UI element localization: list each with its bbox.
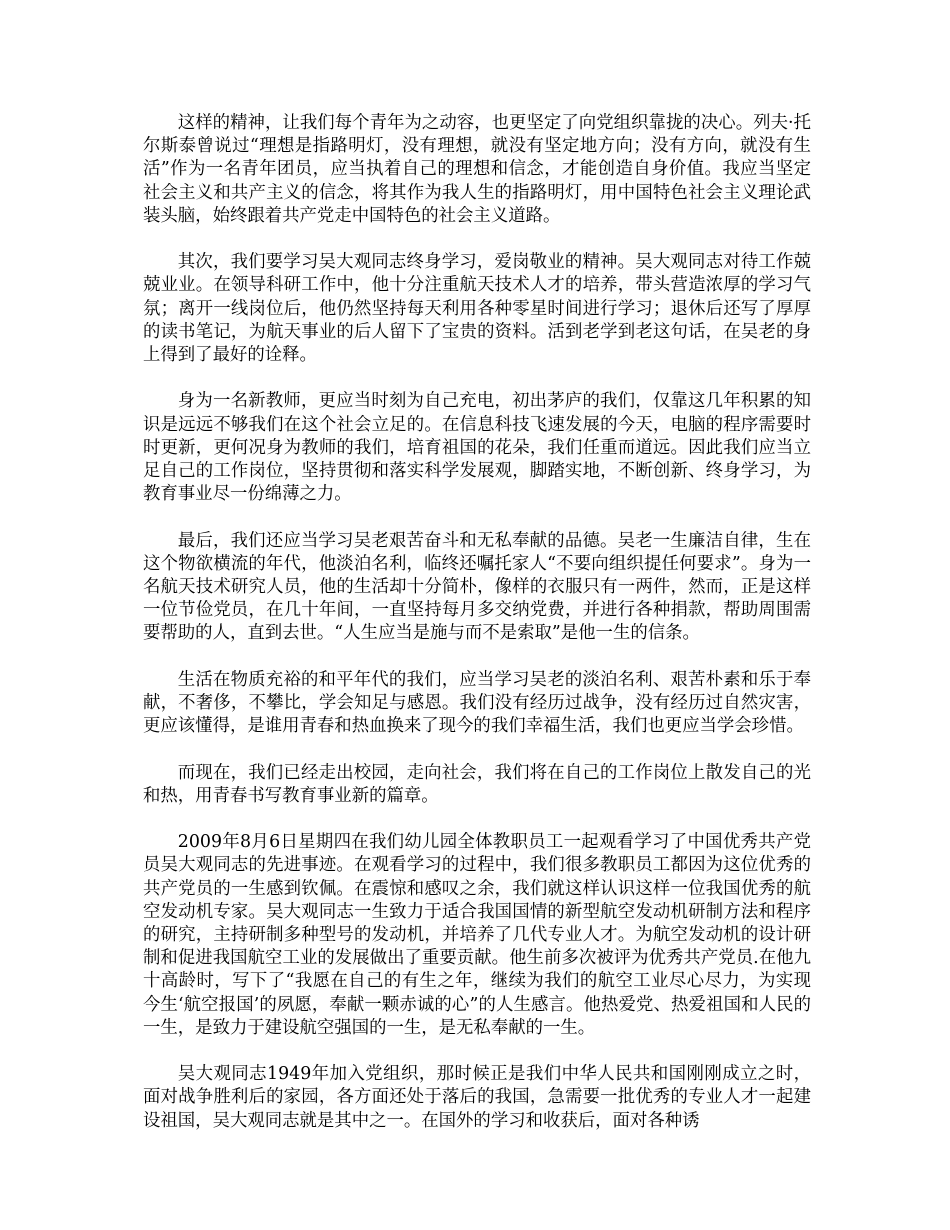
paragraph: 吴大观同志1949年加入党组织，那时候正是我们中华人民共和国刚刚成立之时，面对战争胜利后的家园，各方面还处于落后的我国，急需要一批优秀的专业人才一起建设祖国，吴大观同志就是其中之一。在国外的学习和收获后，面对各种诱: [143, 1064, 811, 1131]
paragraph: 最后，我们还应当学习吴老艰苦奋斗和无私奉献的品德。吴老一生廉洁自律，生在这个物欲横流的年代，他淡泊名利，临终还嘱托家人“不要向组织提任何要求”。身为一名航天技术研究人员，他的生活却十分简朴，像样的衣服只有一两件，然而，正是这样一位节俭党员，在几十年间，一直坚持每月多交纳党费，并进行各种捐款，帮助周围需要帮助的人，直到去世。“人生应当是施与而不是索取”是他一生的信条。: [143, 530, 811, 644]
paragraph: 身为一名新教师，更应当时刻为自己充电，初出茅庐的我们，仅靠这几年积累的知识是远远不够我们在这个社会立足的。在信息科技飞速发展的今天，电脑的程序需要时时更新，更何况身为教师的我们，培育祖国的花朵，我们任重而道远。因此我们应当立足自己的工作岗位，坚持贯彻和落实科学发展观，脚踏实地，不断创新、终身学习，为教育事业尽一份绵薄之力。: [143, 391, 811, 505]
paragraph: 其次，我们要学习吴大观同志终身学习，爱岗敬业的精神。吴大观同志对待工作兢兢业业。在领导科研工作中，他十分注重航天技术人才的培养，带头营造浓厚的学习气氛；离开一线岗位后，他仍然坚持每天利用各种零星时间进行学习；退休后还写了厚厚的读书笔记，为航天事业的后人留下了宝贵的资料。活到老学到老这句话，在吴老的身上得到了最好的诠释。: [143, 252, 811, 366]
paragraph: 生活在物质充裕的和平年代的我们，应当学习吴老的淡泊名利、艰苦朴素和乐于奉献，不奢侈，不攀比，学会知足与感恩。我们没有经历过战争，没有经历过自然灾害，更应该懂得，是谁用青春和热血换来了现今的我们幸福生活，我们也更应当学会珍惜。: [143, 669, 811, 737]
paragraph: 这样的精神，让我们每个青年为之动容，也更坚定了向党组织靠拢的决心。列夫·托尔斯泰曾说过“理想是指路明灯，没有理想，就没有坚定地方向；没有方向，就没有生活”作为一名青年团员，应当执着自己的理想和信念，才能创造自身价值。我应当坚定社会主义和共产主义的信念，将其作为我人生的指路明灯，用中国特色社会主义理论武装头脑，始终跟着共产党走中国特色的社会主义道路。: [143, 113, 811, 226]
document-body: [143, 112, 811, 1133]
paragraph: 2009年8月6日星期四在我们幼儿园全体教职员工一起观看学习了中国优秀共产党员吴大观同志的先进事迹。在观看学习的过程中，我们很多教职员工都因为这位优秀的共产党员的一生感到钦佩。在震惊和感叹之余，我们就这样认识这样一位我国优秀的航空发动机专家。吴大观同志一生致力于适合我国国情的新型航空发动机研制方法和程序的研究，主持研制多种型号的发动机，并培养了几代专业人才。为航空发动机的设计研制和促进我国航空工业的发展做出了重要贡献。他生前多次被评为优秀共产党员.在他九十高龄时，写下了“我愿在自己的有生之年，继续为我们的航空工业尽心尽力，为实现今生‘航空报国’的夙愿，奉献一颗赤诚的心”的人生感言。他热爱党、热爱祖国和人民的一生，是致力于建设航空强国的一生，是无私奉献的一生。: [143, 832, 811, 1038]
paragraph: 而现在，我们已经走出校园，走向社会，我们将在自己的工作岗位上散发自己的光和热，用青春书写教育事业新的篇章。: [143, 762, 811, 806]
